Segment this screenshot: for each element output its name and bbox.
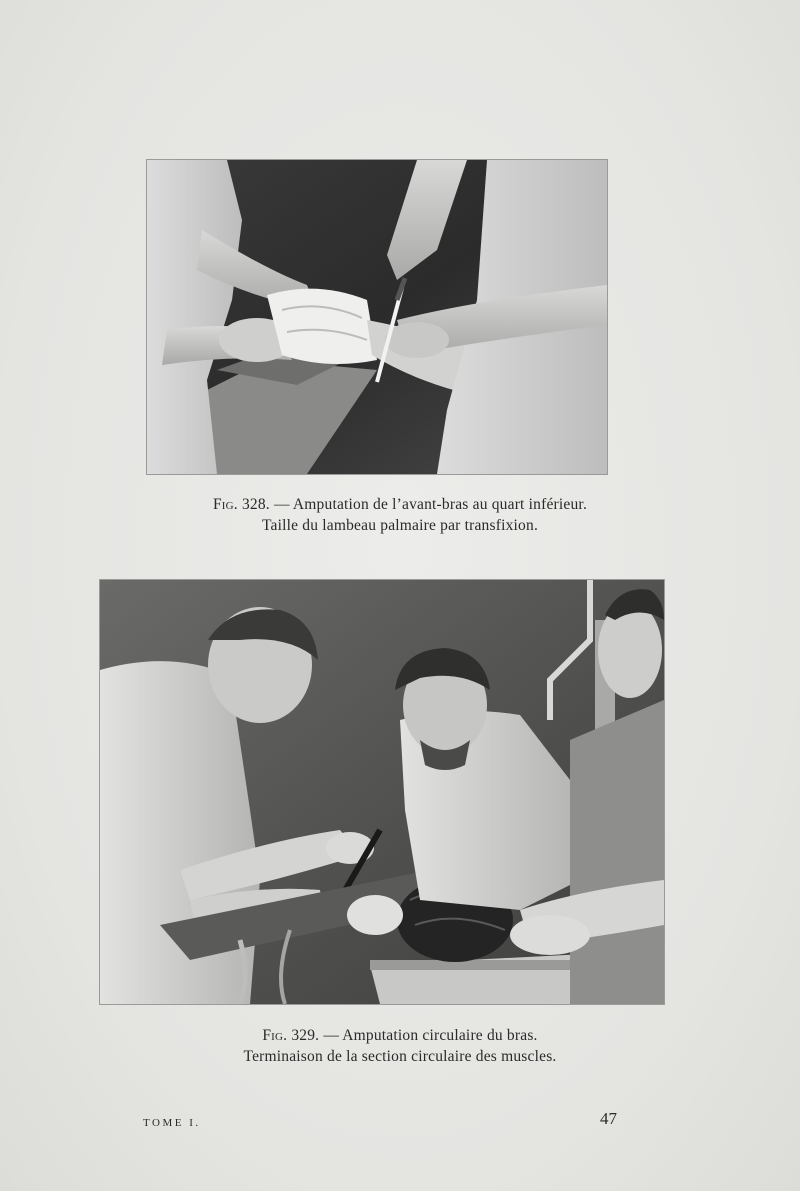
figure-329-number: Fig. 329. — [262, 1027, 320, 1044]
figure-328-photograph — [147, 160, 607, 474]
figure-328-title: — Amputation de l’avant-bras au quart inférieur. — [273, 496, 588, 513]
figure-328-caption-line-1 — [0, 494, 800, 515]
figure-329-image — [100, 580, 664, 1004]
volume-label: TOME I. — [143, 1117, 201, 1129]
figure-329-caption — [0, 1025, 800, 1067]
figure-329-photograph — [100, 580, 664, 1004]
page-number: 47 — [600, 1109, 617, 1128]
figure-329-title: — Amputation circulaire du bras. — [323, 1027, 538, 1044]
figure-329-caption-line-1 — [0, 1025, 800, 1046]
figure-329-subtitle: Terminaison de la section circulaire des muscles. — [243, 1048, 557, 1065]
figure-328-subtitle: Taille du lambeau palmaire par transfixion. — [261, 517, 539, 534]
figure-328-image — [147, 160, 607, 474]
figure-328-number: Fig. 328. — [212, 496, 270, 513]
figure-328-caption — [0, 494, 800, 536]
